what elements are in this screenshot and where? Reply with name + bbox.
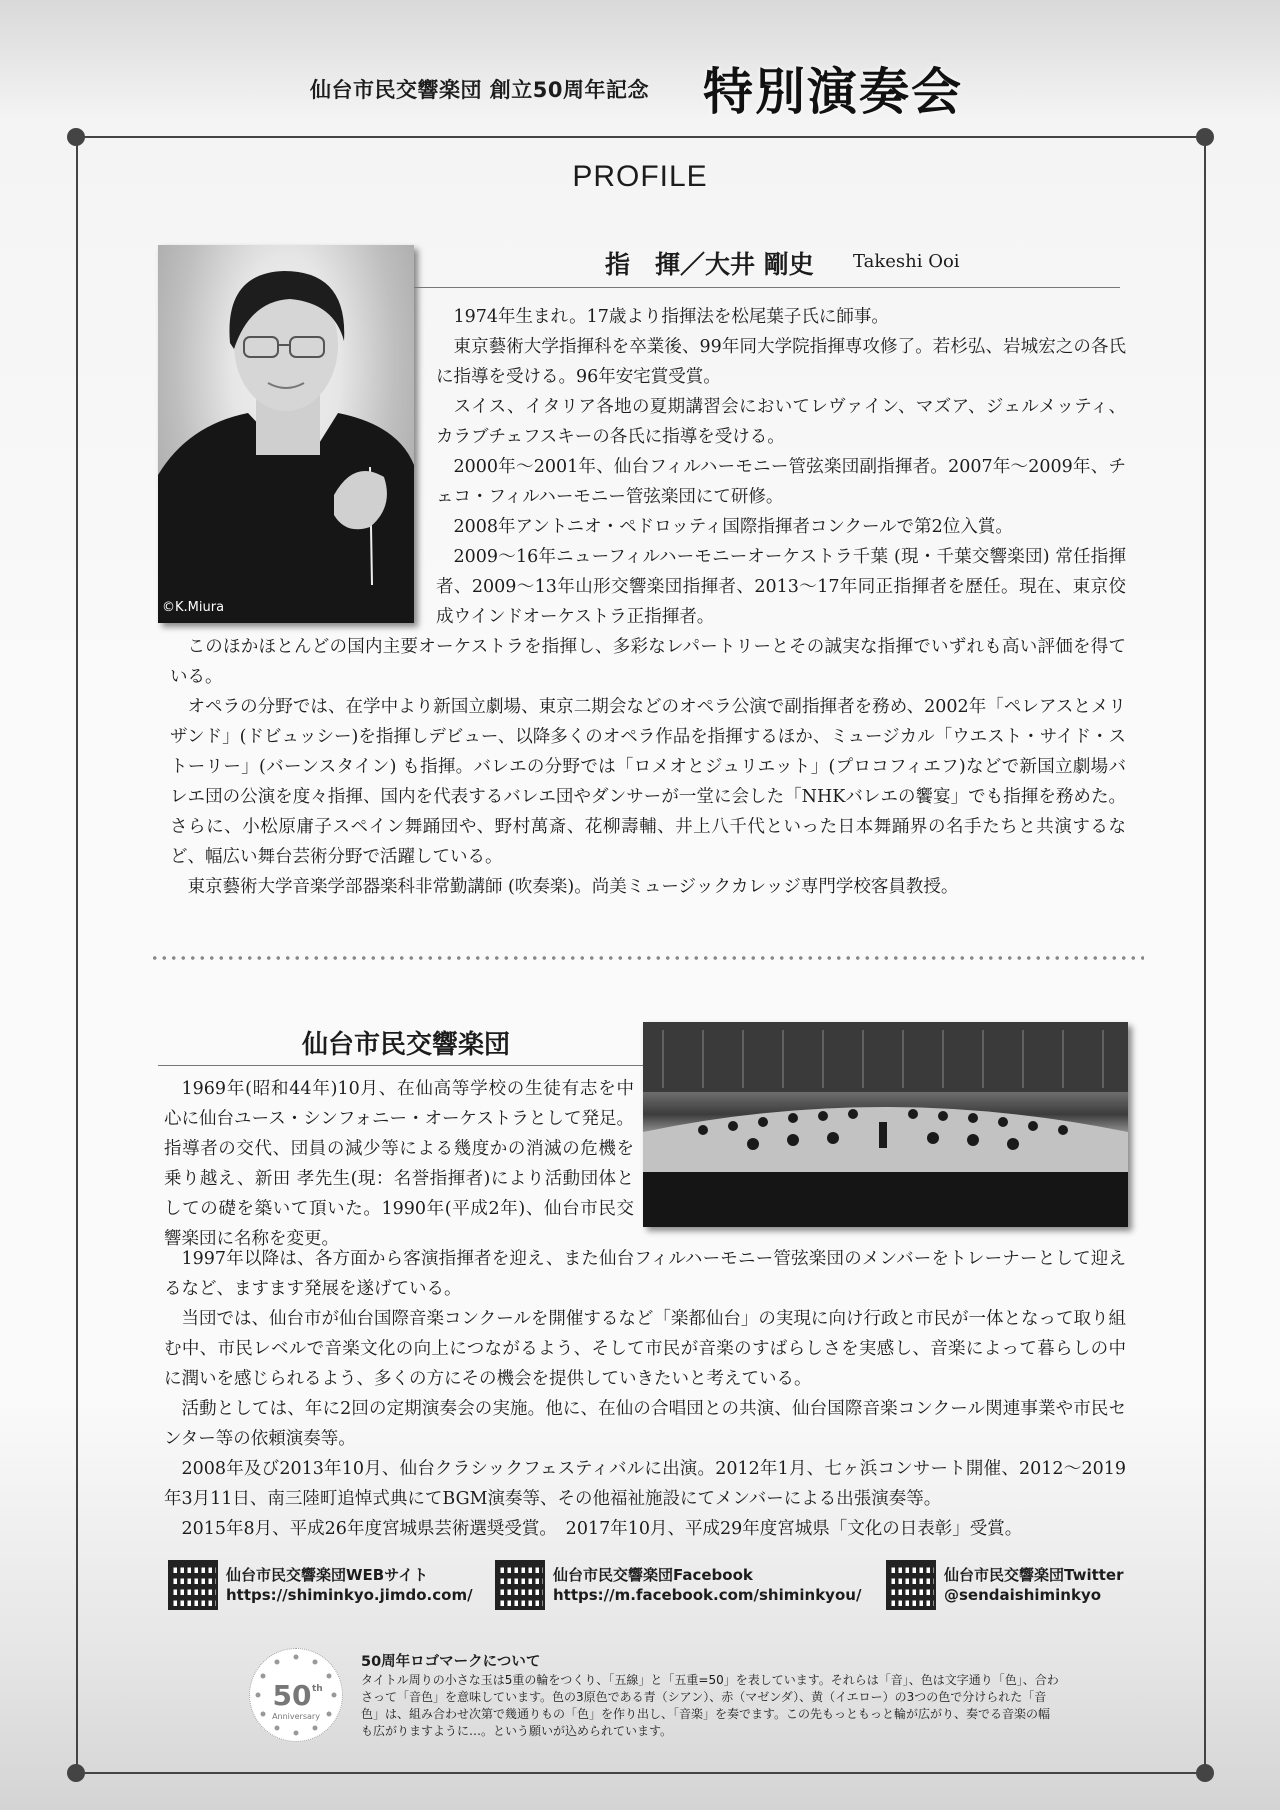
logo-suffix: th bbox=[312, 1684, 323, 1694]
orchestra-stage-illustration bbox=[643, 1022, 1128, 1227]
qr-code-icon[interactable] bbox=[886, 1560, 936, 1610]
bio-paragraph: このほかほとんどの国内主要オーケストラを指揮し、多彩なレパートリーとその誠実な指揮でいずれも高い評価を得ている。 bbox=[170, 637, 1126, 687]
logo-description: タイトル周りの小さな玉は5重の輪をつくり、「五線」と「五重=50」を表しています。それらは「音」、色は文字通り「色」、合わさって「音色」を意味しています。色の3原色である青（シアン）、赤（マゼンダ）、黄（イエロー）の3つの色で分けられた「音色」は、組み合わせ次第で幾通りもの「色」を作り出し、「音楽」を奏でます。この先もっともっと輪が広がり、奏でる音楽の幅も広がりますように…。という願いが込められています。 bbox=[361, 1673, 1059, 1738]
conductor-bio-top bbox=[436, 302, 1126, 632]
bio-paragraph: 1997年以降は、各方面から客演指揮者を迎え、また仙台フィルハーモニー管弦楽団のメンバーをトレーナーとして迎えるなど、ますます発展を遂げている。 bbox=[164, 1249, 1126, 1299]
conductor-name-heading: 指 揮／大井 剛史 bbox=[605, 250, 814, 279]
frame-corner-dot bbox=[67, 128, 85, 146]
frame-left-line bbox=[76, 136, 78, 1774]
anniversary-logo-mark bbox=[249, 1648, 343, 1742]
frame-corner-dot bbox=[67, 1764, 85, 1782]
photo-credit: ©K.Miura bbox=[162, 600, 225, 615]
conductor-portrait-illustration bbox=[158, 245, 414, 623]
bio-paragraph: 2015年8月、平成26年度宮城県芸術選奨受賞。 2017年10月、平成29年度宮城県「文化の日表彰」受賞。 bbox=[181, 1519, 1023, 1539]
link-handle[interactable]: @sendaishiminkyo bbox=[944, 1586, 1102, 1604]
qr-code-icon[interactable] bbox=[168, 1560, 218, 1610]
bio-paragraph: 活動としては、年に2回の定期演奏会の実施。他に、在仙の合唱団との共演、仙台国際音楽コンクール関連事業や市民センター等の依頼演奏等。 bbox=[164, 1399, 1126, 1449]
concert-title: 特別演奏会 bbox=[703, 62, 963, 121]
frame-corner-dot bbox=[1196, 1764, 1214, 1782]
heading-rule bbox=[158, 1065, 644, 1066]
logo-number: 50 bbox=[272, 1679, 312, 1712]
bio-paragraph: スイス、イタリア各地の夏期講習会においてレヴァイン、マズア、ジェルメッティ、カラブチェフスキーの各氏に指導を受ける。 bbox=[436, 397, 1126, 447]
qr-code-icon[interactable] bbox=[495, 1560, 545, 1610]
bio-paragraph: 東京藝術大学指揮科を卒業後、99年同大学院指揮専攻修了。若杉弘、岩城宏之の各氏に指導を受ける。96年安宅賞受賞。 bbox=[436, 337, 1126, 387]
bio-paragraph: 1969年(昭和44年)10月、在仙高等学校の生徒有志を中心に仙台ユース・シンフォニー・オーケストラとして発足。指導者の交代、団員の減少等による幾度かの消滅の危機を乗り越え、新田 孝先生(現：名誉指揮者)により活動団体としての礎を築いて頂いた。1990年(平成2年)、仙台市民交響楽団に名称を変更。 bbox=[164, 1079, 634, 1249]
orchestra-bio-left bbox=[164, 1074, 634, 1254]
frame-bottom-line bbox=[76, 1772, 1206, 1774]
bio-paragraph: 1974年生まれ。17歳より指揮法を松尾葉子氏に師事。 bbox=[453, 307, 889, 327]
orchestra-bio-full bbox=[164, 1244, 1126, 1544]
link-label: 仙台市民交響楽団WEBサイト bbox=[226, 1566, 429, 1584]
concert-subtitle: 仙台市民交響楽団 創立50周年記念 bbox=[310, 78, 650, 102]
anniversary-logo-icon bbox=[250, 1649, 342, 1741]
frame-corner-dot bbox=[1196, 128, 1214, 146]
orchestra-heading: 仙台市民交響楽団 bbox=[302, 1030, 511, 1060]
link-url[interactable]: https://shiminkyo.jimdo.com/ bbox=[226, 1586, 473, 1604]
link-label: 仙台市民交響楽団Twitter bbox=[944, 1566, 1124, 1584]
bio-paragraph: 2000年〜2001年、仙台フィルハーモニー管弦楽団副指揮者。2007年〜2009年、チェコ・フィルハーモニー管弦楽団にて研修。 bbox=[436, 457, 1126, 507]
bio-paragraph: 東京藝術大学音楽学部器楽科非常勤講師 (吹奏楽)。尚美ミュージックカレッジ専門学校客員教授。 bbox=[187, 877, 959, 897]
conductor-bio-bottom bbox=[170, 632, 1126, 902]
link-label: 仙台市民交響楽団Facebook bbox=[553, 1566, 753, 1584]
bio-paragraph: 2009〜16年ニューフィルハーモニーオーケストラ千葉 (現・千葉交響楽団) 常任指揮者、2009〜13年山形交響楽団指揮者、2013〜17年同正指揮者を歴任。現在、東京佼成ウインドオーケストラ正指揮者。 bbox=[436, 547, 1126, 627]
frame-top-line bbox=[76, 136, 1206, 138]
bio-paragraph: オペラの分野では、在学中より新国立劇場、東京二期会などのオペラ公演で副指揮者を務め、2002年「ペレアスとメリザンド」(ドビュッシー)を指揮しデビュー、以降多くのオペラ作品を指揮するほか、ミュージカル「ウエスト・サイド・ストーリー」(バーンスタイン) も指揮。バレエの分野では「ロメオとジュリエット」(プロコフィエフ)などで新国立劇場バレエ団の公演を度々指揮、国内を代表するバレエ団やダンサーが一堂に会した「NHKバレエの饗宴」でも指揮を務めた。さらに、小松原庸子スペイン舞踊団や、野村萬斎、花柳壽輔、井上八千代といった日本舞踊界の名手たちと共演するなど、幅広い舞台芸術分野で活躍している。 bbox=[170, 697, 1126, 867]
conductor-name-romaji: Takeshi Ooi bbox=[853, 251, 960, 272]
logo-title: 50周年ロゴマークについて bbox=[361, 1654, 541, 1670]
logo-word: Anniversary bbox=[272, 1712, 320, 1721]
bio-paragraph: 2008年及び2013年10月、仙台クラシックフェスティバルに出演。2012年1月、七ヶ浜コンサート開催、2012〜2019年3月11日、南三陸町追悼式典にてBGM演奏等、その他福祉施設にてメンバーによる出張演奏等。 bbox=[164, 1459, 1126, 1509]
section-title-profile: PROFILE bbox=[572, 160, 708, 193]
dotted-divider bbox=[150, 956, 1144, 960]
bio-paragraph: 当団では、仙台市が仙台国際音楽コンクールを開催するなど「楽都仙台」の実現に向け行政と市民が一体となって取り組む中、市民レベルで音楽文化の向上につながるよう、そして市民が音楽のすばらしさを実感し、音楽によって暮らしの中に潤いを感じられるよう、多くの方にその機会を提供していきたいと考えている。 bbox=[164, 1309, 1126, 1389]
link-url[interactable]: https://m.facebook.com/shiminkyou/ bbox=[553, 1586, 862, 1604]
frame-right-line bbox=[1204, 136, 1206, 1774]
orchestra-photo bbox=[643, 1022, 1128, 1227]
heading-rule bbox=[414, 287, 1120, 288]
bio-paragraph: 2008年アントニオ・ペドロッティ国際指揮者コンクールで第2位入賞。 bbox=[453, 517, 1013, 537]
conductor-photo bbox=[158, 245, 414, 623]
